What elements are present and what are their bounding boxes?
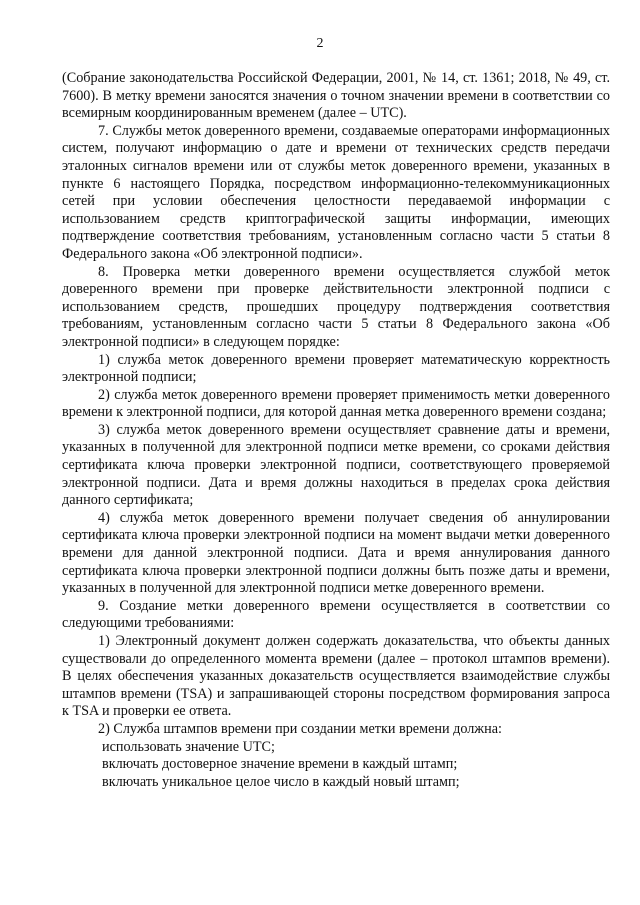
list-line-unique-number: включать уникальное целое число в каждый новый штамп; — [102, 773, 460, 790]
document-body — [62, 70, 610, 791]
list-line-utc: использовать значение UTC; — [102, 738, 275, 755]
paragraph-item-8-sub-4: 4) служба меток доверенного времени получает сведения об аннулировании сертификата ключа проверки электронной подписи на момент выдачи метки доверенного времени для данной электронной подписи. Дата и время аннулирования данного сертификата ключа проверки электронной подписи должны быть позже даты и времени, указанных в полученной для электронной подписи метке доверенного времени. — [62, 509, 610, 597]
paragraph-item-8: 8. Проверка метки доверенного времени осуществляется службой меток доверенного времени при проверке действительности электронной подписи с использованием средств, прошедших процедуру подтверждения соответствия требованиям, установленным согласно части 5 статьи 8 Федерального закона «Об электронной подписи» в следующем порядке: — [62, 263, 610, 350]
paragraph-item-9-sub-1: 1) Электронный документ должен содержать доказательства, что объекты данных существовали до определенного момента времени (далее – протокол штампов времени). В целях обеспечения указанных доказательств осуществляется взаимодействие службы штампов времени (TSA) и запрашивающей стороны посредством формирования запроса к TSA и проверки ее ответа. — [62, 633, 610, 720]
paragraph-item-8-sub-2: 2) служба меток доверенного времени проверяет применимость метки доверенного времени к электронной подписи, для которой данная метка доверенного времени создана; — [62, 386, 610, 421]
page-number: 2 — [316, 36, 324, 51]
paragraph-item-8-sub-3: 3) служба меток доверенного времени осуществляет сравнение даты и времени, указанных в полученной для электронной подписи метке времени, со сроками действия сертификата ключа проверки электронной подписи, соответствующего проверяемой электронной подписи. Дата и время должны находиться в пределах срока действия данного сертификата; — [62, 421, 610, 509]
list-line-time-value: включать достоверное значение времени в каждый штамп; — [102, 756, 458, 773]
paragraph-item-9: 9. Создание метки доверенного времени осуществляется в соответствии со следующими требованиями: — [62, 597, 610, 632]
paragraph-intro-continuation: (Собрание законодательства Российской Федерации, 2001, № 14, ст. 1361; 2018, № 49, ст. 7600). В метку времени заносятся значения о точном значении времени в соответствии со всемирным координированным временем (далее – UTC). — [62, 70, 610, 122]
paragraph-item-8-sub-1: 1) служба меток доверенного времени проверяет математическую корректность электронной подписи; — [62, 351, 610, 386]
paragraph-item-9-sub-2: 2) Служба штампов времени при создании метки времени должна: — [98, 720, 502, 737]
paragraph-item-7: 7. Службы меток доверенного времени, создаваемые операторами информационных систем, получают информацию о дате и времени от технических средств передачи эталонных сигналов времени или от службы меток доверенного времени, указанных в пункте 6 настоящего Порядка, посредством информационно-телекоммуникационных сетей при условии обеспечения целостности передаваемой информации с использованием средств криптографической защиты информации, имеющих подтверждение соответствия требованиям, установленным согласно части 5 статьи 8 Федерального закона «Об электронной подписи». — [62, 122, 610, 262]
